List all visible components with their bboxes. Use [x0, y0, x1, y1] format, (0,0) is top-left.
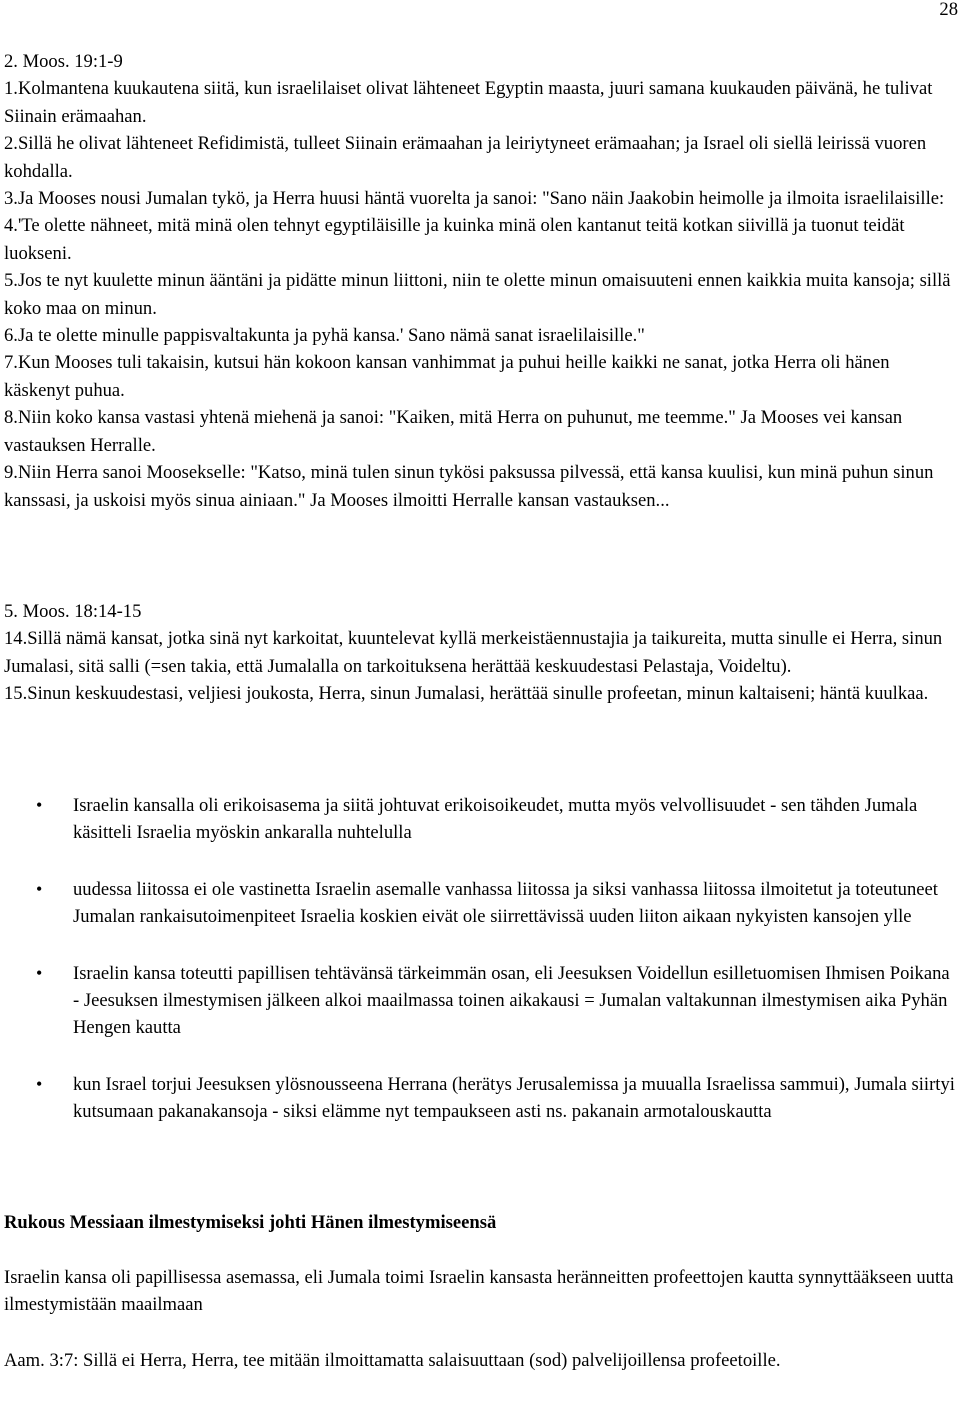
- bullet-icon: •: [36, 962, 43, 983]
- passage-reference: 5. Moos. 18:14-15: [4, 601, 142, 622]
- list-item-text: kun Israel torjui Jeesuksen ylösnousseena Herrana (herätys Jerusalemissa ja muualla Israelissa sammui), Jumala siirtyi kutsumaan pakanakansoja - siksi elämme nyt tempaukseen asti ns. pakanain armotalouskautta: [73, 1073, 955, 1123]
- verse: 2.Sillä he olivat lähteneet Refidimistä, tulleet Siinain erämaahan ja leiriytyneet erämaahan; ja Israel oli siellä leirissä vuoren kohdalla.: [4, 133, 927, 182]
- bible-passage-deuteronomy: [4, 598, 956, 708]
- verse: 15.Sinun keskuudestasi, veljiesi joukosta, Herra, sinun Jumalasi, herättää sinulle profeetan, minun kaltaiseni; häntä kuulkaa.: [4, 683, 929, 705]
- verse: 9.Niin Herra sanoi Moosekselle: "Katso, minä tulen sinun tykösi paksussa pilvessä, että kansa kuulisi, kun minä puhun sinun kanssasi, ja uskoisi myös sinua ainiaan." Ja Mooses ilmoitti Herralle kansan vastauksen...: [4, 462, 934, 511]
- list-item: [0, 876, 956, 931]
- bullet-icon: •: [36, 795, 43, 815]
- verse: 14.Sillä nämä kansat, jotka sinä nyt karkoitat, kuuntelevat kyllä merkeistäennustajia ja taikureita, mutta sinulle ei Herra, sinun Jumalasi, sitä salli (=sen takia, että Jumalalla on tarkoituksena herättää keskuudestasi Pelastaja, Voideltu).: [4, 628, 943, 677]
- list-item: [0, 792, 956, 847]
- list-item-text: uudessa liitossa ei ole vastinetta Israelin asemalle vanhassa liitossa ja siksi vanhassa liitossa ilmoitetut ja toteutuneet Jumalan rankaisutoimenpiteet Israelia koskien eivät ole siirrettävissä uuden liiton aikaan nykyisten kansojen ylle: [73, 878, 938, 928]
- passage-reference: 2. Moos. 19:1-9: [4, 51, 123, 72]
- section-heading: Rukous Messiaan ilmestymiseksi johti Hänen ilmestymiseensä: [4, 1212, 497, 1233]
- paragraph: Aam. 3:7: Sillä ei Herra, Herra, tee mitään ilmoittamatta salaisuuttaan (sod) palvelijoillensa profeetoille.: [4, 1350, 781, 1371]
- bullet-list: [0, 792, 956, 1155]
- page-number: 28: [939, 0, 958, 20]
- verse: 3.Ja Mooses nousi Jumalan tykö, ja Herra huusi häntä vuorelta ja sanoi: "Sano näin Jaakobin heimolle ja ilmoita israelilaisille:: [4, 188, 945, 210]
- verse: 4.'Te olette nähneet, mitä minä olen tehnyt egyptiläisille ja kuinka minä olen kantanut teitä kotkan siivillä ja tuonut teidät luokseni.: [4, 215, 905, 264]
- verse: 7.Kun Mooses tuli takaisin, kutsui hän kokoon kansan vanhimmat ja puhui heille kaikki ne sanat, jotka Herra oli hänen käskenyt puhua.: [4, 352, 890, 401]
- verse: 5.Jos te nyt kuulette minun ääntäni ja pidätte minun liittoni, niin te olette minun omaisuuteni ennen kaikkia muita kansoja; sillä koko maa on minun.: [4, 270, 951, 319]
- verse: 6.Ja te olette minulle pappisvaltakunta ja pyhä kansa.' Sano nämä sanat israelilaisille.": [4, 325, 645, 347]
- bible-passage-exodus: [4, 48, 956, 514]
- bullet-icon: •: [36, 1073, 43, 1094]
- list-item: [0, 1071, 956, 1126]
- paragraph: Israelin kansa oli papillisessa asemassa, eli Jumala toimi Israelin kansasta heränneitten profeettojen kautta synnyttääkseen uutta ilmestymistään maailmaan: [4, 1267, 954, 1316]
- bullet-icon: •: [36, 878, 43, 899]
- list-item-text: Israelin kansa toteutti papillisen tehtävänsä tärkeimmän osan, eli Jeesuksen Voidellun esilletuomisen Ihmisen Poikana - Jeesuksen ilmestymisen jälkeen alkoi maailmassa toinen aikakausi = Jumalan valtakunnan ilmestymisen aika Pyhän Hengen kautta: [73, 962, 950, 1039]
- list-item: [0, 960, 956, 1042]
- verse: 8.Niin koko kansa vastasi yhtenä miehenä ja sanoi: "Kaiken, mitä Herra on puhunut, me teemme." Ja Mooses vei kansan vastauksen Herralle.: [4, 407, 903, 456]
- list-item-text: Israelin kansalla oli erikoisasema ja siitä johtuvat erikoisoikeudet, mutta myös velvollisuudet - sen tähden Jumala käsitteli Israelia myöskin ankaralla nuhtelulla: [73, 795, 918, 844]
- verse: 1.Kolmantena kuukautena siitä, kun israelilaiset olivat lähteneet Egyptin maasta, juuri samana kuukauden päivänä, he tulivat Siinain erämaahan.: [4, 78, 933, 127]
